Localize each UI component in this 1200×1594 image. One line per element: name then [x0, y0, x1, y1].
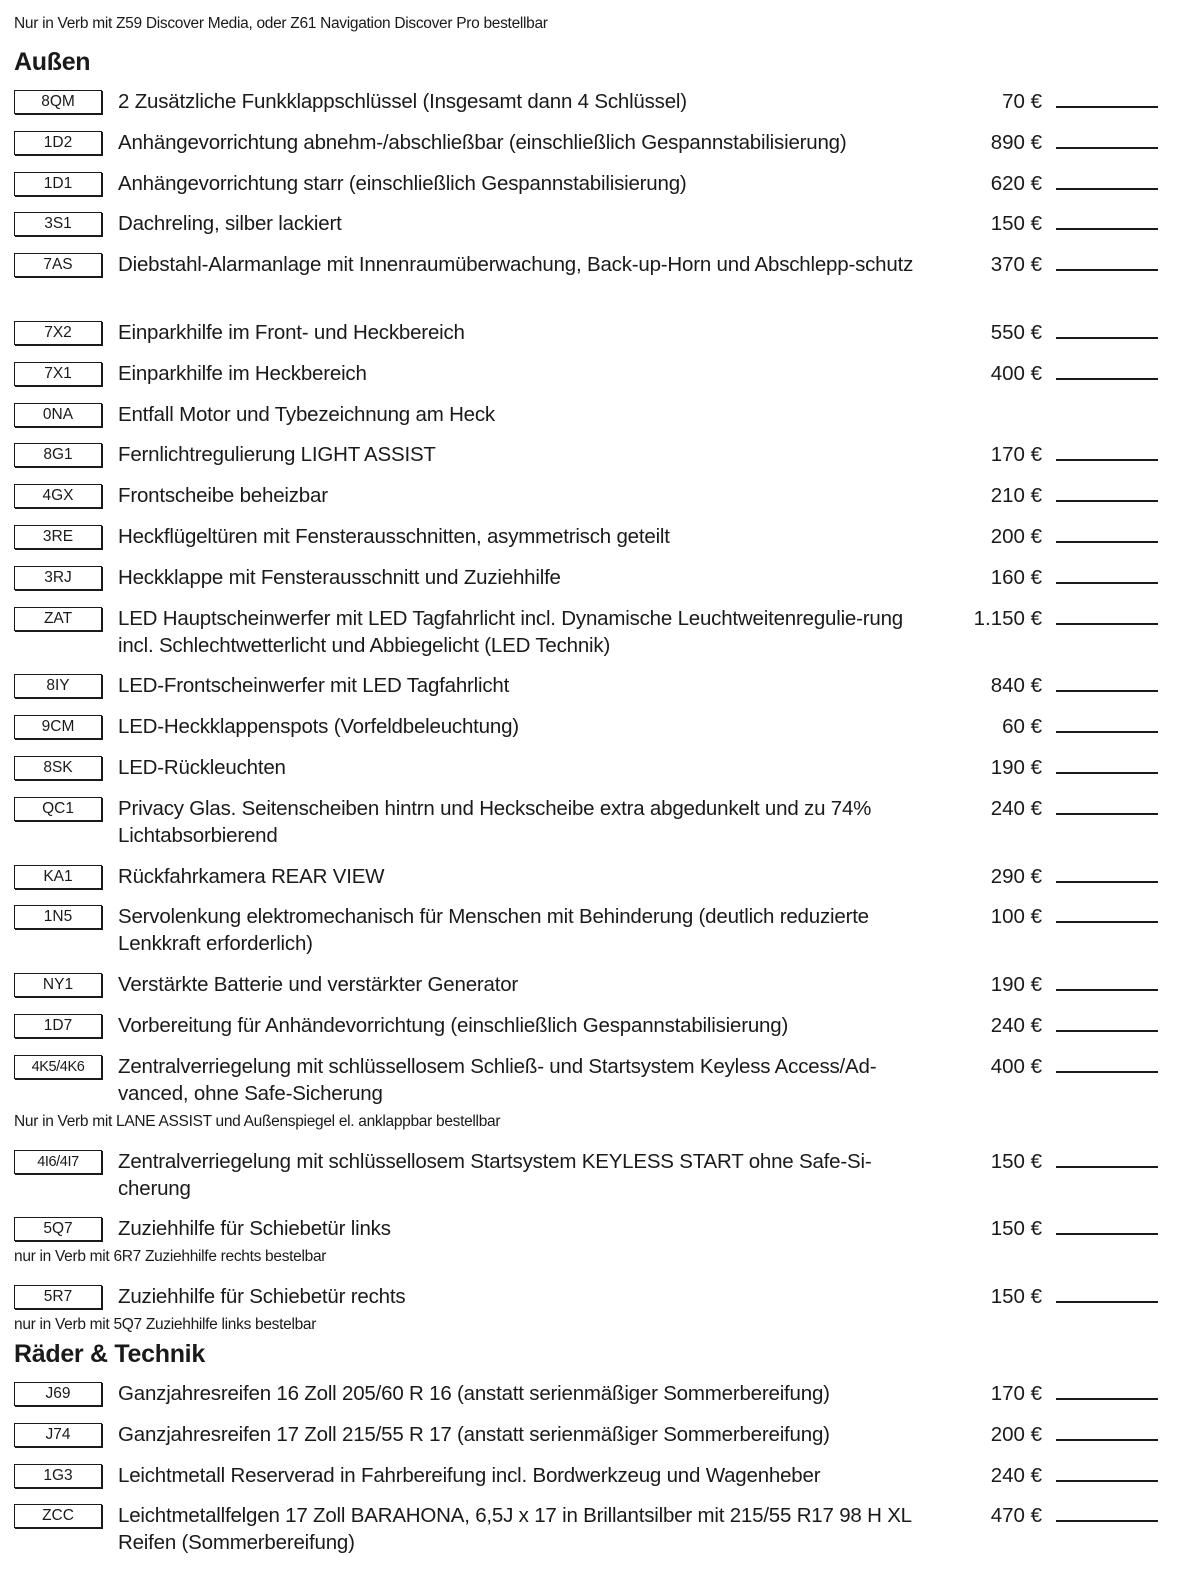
option-code: 1D1 — [14, 172, 102, 196]
option-code: 5Q7 — [14, 1217, 102, 1241]
option-description: Fernlichtregulierung LIGHT ASSIST — [118, 443, 436, 467]
option-price: 550 € — [990, 321, 1042, 344]
option-code: 4I6/4I7 — [14, 1150, 102, 1174]
option-price: 400 € — [990, 361, 1042, 385]
option-price: 470 € — [990, 1504, 1042, 1528]
option-price: 70 € — [1002, 90, 1042, 113]
option-description: LED Hauptscheinwerfer mit LED Tagfahrlicht incl. Dynamische Leuchtweitenregulie-rung incl. Schlechtwetterlicht und Abbiegelicht (LED Technik) — [118, 606, 903, 657]
option-code: 4K5/4K6 — [14, 1055, 102, 1079]
order-entry-line[interactable] — [1056, 623, 1158, 625]
option-description: Heckklappe mit Fensterausschnitt und Zuziehhilfe — [118, 565, 561, 589]
option-code: 1G3 — [14, 1464, 102, 1488]
order-entry-line[interactable] — [1056, 881, 1158, 883]
order-entry-line[interactable] — [1056, 269, 1158, 271]
order-entry-line[interactable] — [1056, 1030, 1158, 1032]
order-entry-line[interactable] — [1056, 1071, 1158, 1073]
option-code: 7X2 — [14, 321, 102, 345]
option-price: 620 € — [990, 171, 1042, 195]
option-note: nur in Verb mit 5Q7 Zuziehhilfe links bestelbar — [14, 1316, 317, 1333]
option-code: NY1 — [14, 973, 102, 997]
option-description: Vorbereitung für Anhändevorrichtung (einschließlich Gespannstabilisierung) — [118, 1014, 789, 1037]
order-entry-line[interactable] — [1056, 690, 1158, 692]
option-price: 240 € — [990, 1014, 1042, 1037]
option-price: 150 € — [990, 1285, 1042, 1309]
option-code: 1D2 — [14, 131, 102, 155]
option-price: 890 € — [990, 130, 1042, 154]
option-code: 8QM — [14, 90, 102, 114]
option-price: 160 € — [990, 565, 1042, 589]
option-description: Ganzjahresreifen 16 Zoll 205/60 R 16 (anstatt serienmäßiger Sommerbereifung) — [118, 1382, 830, 1405]
option-code: 1D7 — [14, 1014, 102, 1038]
option-description: LED-Rückleuchten — [118, 756, 286, 779]
option-price: 150 € — [990, 1149, 1042, 1173]
option-code: J74 — [14, 1423, 102, 1447]
option-description: Servolenkung elektromechanisch für Menschen mit Behinderung (deutlich reduzierte Lenkkraft erforderlich) — [118, 905, 869, 956]
order-entry-line[interactable] — [1056, 1439, 1158, 1441]
option-code: 7X1 — [14, 362, 102, 386]
order-entry-line[interactable] — [1056, 147, 1158, 149]
section-heading: Räder & Technik — [14, 1340, 205, 1368]
option-description: 2 Zusätzliche Funkklappschlüssel (Insgesamt dann 4 Schlüssel) — [118, 90, 687, 113]
order-entry-line[interactable] — [1056, 731, 1158, 733]
option-code: 8IY — [14, 674, 102, 698]
option-code: 9CM — [14, 715, 102, 739]
order-entry-line[interactable] — [1056, 1233, 1158, 1235]
option-price: 210 € — [990, 484, 1042, 508]
option-description: Privacy Glas. Seitenscheiben hintrn und Heckscheibe extra abgedunkelt und zu 74% Lichtabsorbierend — [118, 796, 872, 847]
order-entry-line[interactable] — [1056, 772, 1158, 774]
option-description: Zuziehhilfe für Schiebetür rechts — [118, 1285, 406, 1309]
order-entry-line[interactable] — [1056, 813, 1158, 815]
option-code: 8SK — [14, 756, 102, 780]
option-code: 5R7 — [14, 1285, 102, 1309]
option-description: Leichtmetallfelgen 17 Zoll BARAHONA, 6,5J x 17 in Brillantsilber mit 215/55 R17 98 H XL Reifen (Sommerbereifung) — [118, 1504, 912, 1555]
option-description: Ganzjahresreifen 17 Zoll 215/55 R 17 (anstatt serienmäßiger Sommerbereifung) — [118, 1422, 830, 1446]
option-note: nur in Verb mit 6R7 Zuziehhilfe rechts bestelbar — [14, 1248, 327, 1266]
option-description: Rückfahrkamera REAR VIEW — [118, 864, 385, 888]
option-description: LED-Heckklappenspots (Vorfeldbeleuchtung) — [118, 715, 519, 739]
order-entry-line[interactable] — [1056, 1301, 1158, 1303]
option-code: QC1 — [14, 797, 102, 821]
option-description: Zentralverriegelung mit schlüssellosem Schließ- und Startsystem Keyless Access/Ad-vanced, ohne Safe-Sicherung — [118, 1054, 877, 1105]
order-entry-line[interactable] — [1056, 921, 1158, 923]
option-code: 1N5 — [14, 905, 102, 929]
option-description: LED-Frontscheinwerfer mit LED Tagfahrlicht — [118, 674, 510, 698]
option-description: Verstärkte Batterie und verstärkter Generator — [118, 973, 519, 997]
option-code: 7AS — [14, 253, 102, 277]
option-price: 240 € — [990, 796, 1042, 820]
option-description: Einparkhilfe im Front- und Heckbereich — [118, 321, 465, 344]
option-code: 3RE — [14, 525, 102, 549]
option-price: 100 € — [990, 905, 1042, 929]
option-code: 4GX — [14, 484, 102, 508]
option-description: Zentralverriegelung mit schlüssellosem Startsystem KEYLESS START ohne Safe-Si-cherung — [118, 1149, 872, 1200]
option-description: Diebstahl-Alarmanlage mit Innenraumüberwachung, Back-up-Horn und Abschlepp-schutz — [118, 253, 914, 277]
order-entry-line[interactable] — [1056, 989, 1158, 991]
option-code: 3RJ — [14, 566, 102, 590]
order-entry-line[interactable] — [1056, 106, 1158, 108]
order-entry-line[interactable] — [1056, 1398, 1158, 1400]
order-entry-line[interactable] — [1056, 582, 1158, 584]
option-description: Zuziehhilfe für Schiebetür links — [118, 1217, 391, 1241]
order-entry-line[interactable] — [1056, 459, 1158, 461]
option-description: Frontscheibe beheizbar — [118, 484, 328, 508]
option-price: 1.150 € — [973, 606, 1042, 630]
option-price: 190 € — [990, 973, 1042, 997]
option-price: 200 € — [990, 525, 1042, 548]
option-price: 150 € — [990, 212, 1042, 236]
option-price: 840 € — [990, 674, 1042, 698]
order-entry-line[interactable] — [1056, 378, 1158, 380]
order-entry-line[interactable] — [1056, 1480, 1158, 1482]
option-description: Entfall Motor und Tybezeichnung am Heck — [118, 402, 495, 426]
option-price: 200 € — [990, 1422, 1042, 1446]
option-price: 190 € — [990, 756, 1042, 779]
option-description: Anhängevorrichtung starr (einschließlich Gespannstabilisierung) — [118, 171, 687, 195]
option-description: Heckflügeltüren mit Fensterausschnitten, asymmetrisch geteilt — [118, 525, 670, 548]
section-heading: Außen — [14, 48, 91, 76]
option-code: 8G1 — [14, 443, 102, 467]
option-code: KA1 — [14, 865, 102, 889]
order-entry-line[interactable] — [1056, 1166, 1158, 1168]
option-price: 170 € — [990, 443, 1042, 467]
order-entry-line[interactable] — [1056, 541, 1158, 543]
option-price: 370 € — [990, 253, 1042, 277]
option-note: Nur in Verb mit LANE ASSIST und Außenspiegel el. anklappbar bestellbar — [14, 1112, 501, 1130]
order-entry-line[interactable] — [1056, 337, 1158, 339]
order-entry-line[interactable] — [1056, 188, 1158, 190]
order-entry-line[interactable] — [1056, 228, 1158, 230]
option-code: 0NA — [14, 403, 102, 427]
option-price: 290 € — [990, 864, 1042, 888]
option-description: Einparkhilfe im Heckbereich — [118, 361, 367, 385]
option-code: 3S1 — [14, 212, 102, 236]
option-description: Dachreling, silber lackiert — [118, 212, 342, 236]
option-price: 150 € — [990, 1217, 1042, 1241]
option-code: ZCC — [14, 1504, 102, 1528]
option-code: ZAT — [14, 607, 102, 631]
order-entry-line[interactable] — [1056, 1520, 1158, 1522]
option-price: 240 € — [990, 1463, 1042, 1487]
order-entry-line[interactable] — [1056, 500, 1158, 502]
option-description: Anhängevorrichtung abnehm-/abschließbar (einschließlich Gespannstabilisierung) — [118, 130, 847, 154]
option-price: 170 € — [990, 1382, 1042, 1405]
option-price: 400 € — [990, 1054, 1042, 1078]
option-price: 60 € — [1002, 715, 1042, 739]
top-note: Nur in Verb mit Z59 Discover Media, oder Z61 Navigation Discover Pro bestellbar — [14, 15, 548, 32]
option-description: Leichtmetall Reserverad in Fahrbereifung incl. Bordwerkzeug und Wagenheber — [118, 1463, 821, 1487]
option-code: J69 — [14, 1382, 102, 1406]
